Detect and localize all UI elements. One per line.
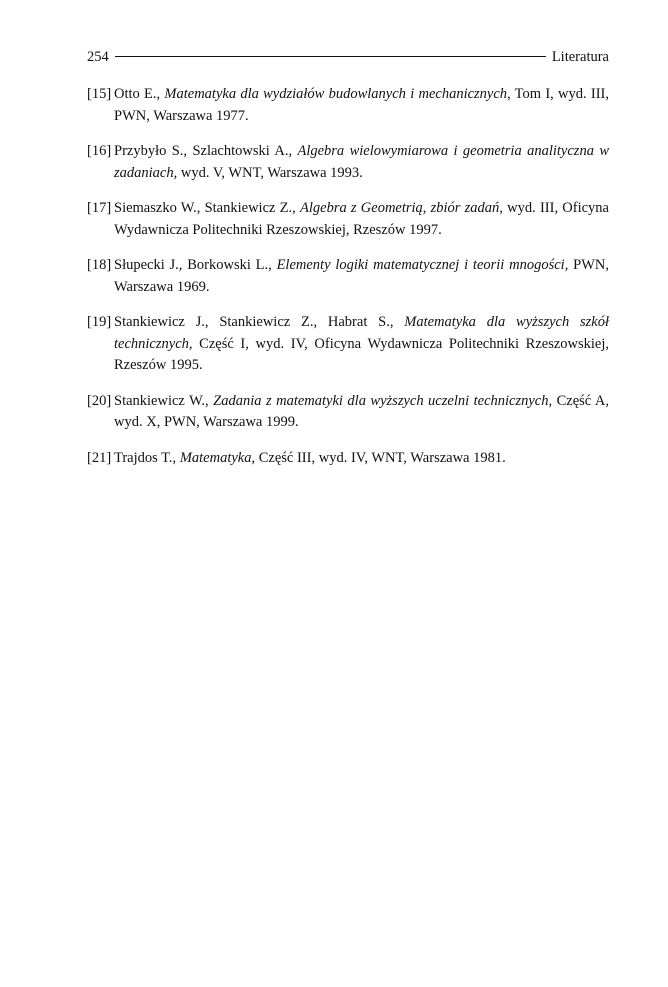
reference-entry [87, 255, 609, 298]
section-title: Literatura [551, 49, 609, 65]
reference-title: Matematyka dla wydziałów budowlanych i mechanicznych [164, 86, 508, 102]
reference-authors: Słupecki J., Borkowski L., [114, 257, 277, 273]
reference-number: [17] [87, 200, 112, 216]
reference-entry [87, 391, 609, 434]
reference-authors: Przybyło S., Szlachtowski A., [114, 143, 298, 159]
reference-authors: Trajdos T., [114, 449, 180, 466]
reference-publication: , wyd. III, Oficyna Wydawnicza Politechniki Rzeszowskiej, Rzeszów 1997. [114, 200, 609, 238]
reference-title: Algebra wielowymiarowa i geometria analityczna w zadaniach [114, 143, 610, 181]
reference-number: [20] [87, 392, 112, 409]
reference-entry [87, 84, 609, 127]
running-head [87, 48, 609, 66]
reference-entry [87, 448, 609, 470]
bibliography-list [87, 84, 609, 483]
reference-number: [18] [87, 257, 112, 273]
reference-publication: , Tom I, wyd. III, PWN, Warszawa 1977. [114, 86, 609, 124]
reference-publication: , wyd. V, WNT, Warszawa 1993. [173, 164, 363, 181]
reference-publication: , PWN, Warszawa 1969. [114, 257, 609, 295]
reference-publication: Część A, wyd. X, PWN, Warszawa 1999. [114, 392, 609, 430]
reference-title: Matematyka dla wyższych szkół technicznych [114, 314, 609, 352]
reference-entry [87, 198, 609, 241]
reference-number: [16] [87, 143, 112, 159]
reference-title: Zadania z matematyki dla wyższych uczelni technicznych, [213, 392, 553, 409]
reference-title: Elementy logiki matematycznej i teorii mnogości [276, 257, 565, 273]
reference-number: [21] [87, 449, 112, 466]
reference-entry [87, 141, 609, 184]
reference-authors: Siemaszko W., Stankiewicz Z., [114, 200, 300, 216]
reference-authors: Stankiewicz W., [114, 392, 214, 409]
reference-authors: Otto E., [114, 86, 165, 102]
reference-number: [19] [87, 314, 112, 330]
reference-entry [87, 312, 609, 377]
reference-authors: Stankiewicz J., Stankiewicz Z., Habrat S., [114, 314, 405, 330]
reference-number: [15] [87, 86, 112, 102]
reference-publication: , Część III, wyd. IV, WNT, Warszawa 1981. [251, 449, 506, 466]
reference-publication: , Część I, wyd. IV, Oficyna Wydawnicza Politechniki Rzeszowskiej, Rzeszów 1995. [114, 335, 609, 373]
reference-title: Matematyka [179, 449, 252, 466]
header-rule [115, 56, 546, 57]
page-number: 254 [87, 49, 109, 65]
reference-title: Algebra z Geometrią, zbiór zadań [300, 200, 500, 216]
